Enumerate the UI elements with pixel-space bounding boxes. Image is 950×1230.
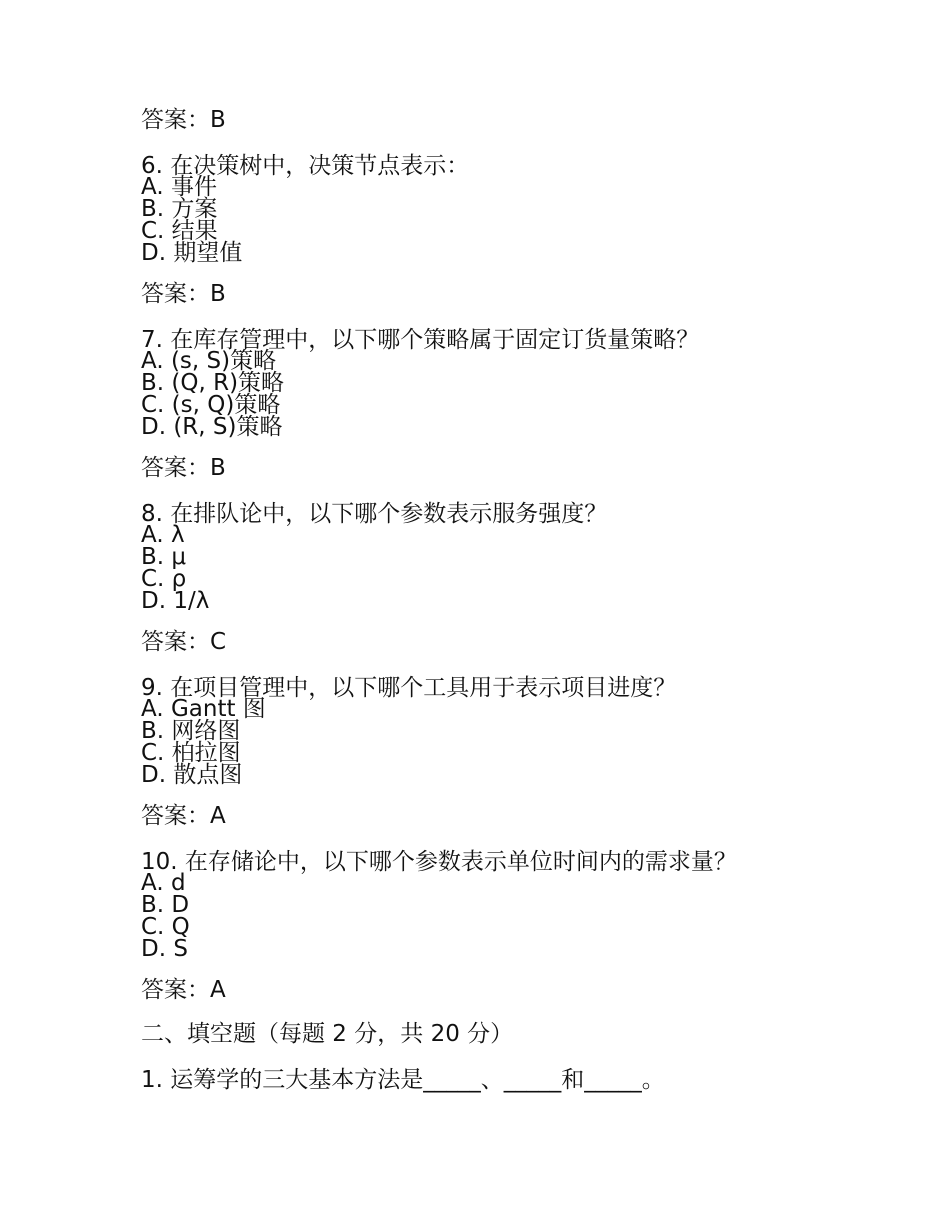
question-10-option-d: D. S: [141, 936, 188, 962]
fill-blank-question-1: 1. 运筹学的三大基本方法是_____、_____和_____。: [141, 1067, 665, 1093]
question-8-option-d: D. 1/λ: [141, 588, 210, 614]
answer-7: 答案：B: [141, 455, 226, 481]
answer-9: 答案：A: [141, 803, 226, 829]
question-6-option-d: D. 期望值: [141, 240, 243, 266]
question-7-option-b: B. (Q, R)策略: [141, 370, 285, 396]
question-7-option-d: D. (R, S)策略: [141, 414, 283, 440]
question-10-option-c: C. Q: [141, 914, 190, 940]
question-9-option-c: C. 柏拉图: [141, 740, 241, 766]
question-9-option-d: D. 散点图: [141, 762, 243, 788]
answer-10: 答案：A: [141, 977, 226, 1003]
question-10-stem: 10. 在存储论中，以下哪个参数表示单位时间内的需求量？: [141, 849, 737, 875]
question-7-option-c: C. (s, Q)策略: [141, 392, 281, 418]
answer-6: 答案：B: [141, 281, 226, 307]
question-8-stem: 8. 在排队论中，以下哪个参数表示服务强度？: [141, 501, 608, 527]
question-8-option-b: B. μ: [141, 544, 187, 570]
question-8-option-c: C. ρ: [141, 566, 187, 592]
question-9-option-b: B. 网络图: [141, 718, 241, 744]
question-6-stem: 6. 在决策树中，决策节点表示：: [141, 153, 470, 179]
question-6-option-c: C. 结果: [141, 218, 218, 244]
question-7-stem: 7. 在库存管理中，以下哪个策略属于固定订货量策略？: [141, 327, 700, 353]
question-8-option-a: A. λ: [141, 522, 185, 548]
question-7-option-a: A. (s, S)策略: [141, 348, 277, 374]
answer-5: 答案：B: [141, 107, 226, 133]
section-2-heading: 二、填空题（每题 2 分，共 20 分）: [141, 1021, 514, 1047]
answer-8: 答案：C: [141, 629, 227, 655]
question-10-option-a: A. d: [141, 870, 186, 896]
question-10-option-b: B. D: [141, 892, 190, 918]
question-9-stem: 9. 在项目管理中，以下哪个工具用于表示项目进度？: [141, 675, 677, 701]
question-9-option-a: A. Gantt 图: [141, 696, 266, 722]
question-6-option-a: A. 事件: [141, 174, 217, 200]
question-6-option-b: B. 方案: [141, 196, 218, 222]
